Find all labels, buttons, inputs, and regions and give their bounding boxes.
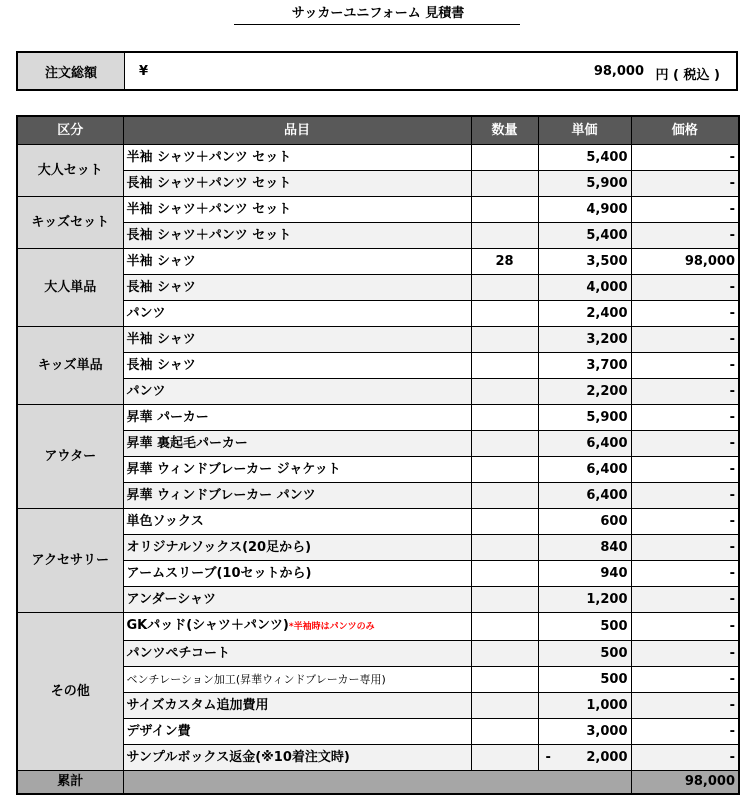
quantity-cell [471, 145, 538, 171]
table-row [17, 587, 739, 613]
quantity-cell [471, 353, 538, 379]
price-cell: - [631, 693, 739, 719]
item-cell [123, 301, 471, 327]
item-name: アームスリーブ(10セットから) [126, 566, 312, 581]
table-row [17, 145, 739, 171]
unit-price-cell [538, 613, 631, 641]
quantity-cell [471, 431, 538, 457]
price-cell: - [631, 587, 739, 613]
quantity-cell [471, 641, 538, 667]
table-row [17, 379, 739, 405]
table-row [17, 405, 739, 431]
unit-price-cell [538, 457, 631, 483]
quantity-cell: 28 [471, 249, 538, 275]
price-cell: - [631, 223, 739, 249]
price-cell: - [631, 561, 739, 587]
item-name: 半袖 シャツ [126, 332, 196, 347]
quantity-cell [471, 667, 538, 693]
table-row [17, 535, 739, 561]
unit-price-value: 3,200 [586, 332, 628, 347]
price-cell: - [631, 667, 739, 693]
unit-price-value: 940 [600, 566, 628, 581]
category-cell: アクセサリー [17, 509, 123, 613]
unit-price-cell [538, 509, 631, 535]
page-title: サッカーユニフォーム 見積書 [291, 6, 465, 21]
unit-price-value: 5,900 [586, 176, 628, 191]
item-cell [123, 535, 471, 561]
item-cell [123, 641, 471, 667]
unit-price-cell [538, 353, 631, 379]
item-cell [123, 327, 471, 353]
table-row [17, 301, 739, 327]
price-cell: - [631, 431, 739, 457]
price-minus-sign: - [545, 750, 551, 765]
item-cell [123, 145, 471, 171]
unit-price-value: 6,400 [586, 488, 628, 503]
unit-price-value: 3,500 [586, 254, 628, 269]
item-name: 長袖 シャツ＋パンツ セット [126, 228, 292, 243]
table-row [17, 457, 739, 483]
table-row [17, 223, 739, 249]
price-cell: - [631, 197, 739, 223]
price-cell: - [631, 379, 739, 405]
unit-price-value: 5,400 [586, 228, 628, 243]
item-cell [123, 613, 471, 641]
quantity-cell [471, 301, 538, 327]
category-cell: キッズセット [17, 197, 123, 249]
item-name: 単色ソックス [126, 514, 204, 529]
table-row [17, 745, 739, 771]
unit-price-value: 2,000 [586, 750, 628, 765]
price-cell: - [631, 719, 739, 745]
item-name: GKパッド(シャツ＋パンツ) [126, 618, 289, 633]
price-cell: - [631, 509, 739, 535]
unit-price-cell [538, 197, 631, 223]
order-total-value [125, 53, 736, 89]
quantity-cell [471, 171, 538, 197]
title-underline [234, 24, 520, 25]
order-total-amount: 98,000 [593, 64, 644, 79]
item-name: 長袖 シャツ＋パンツ セット [126, 176, 292, 191]
unit-price-cell [538, 719, 631, 745]
unit-price-value: 1,000 [586, 698, 628, 713]
price-cell: - [631, 641, 739, 667]
unit-price-cell [538, 693, 631, 719]
item-name: パンツ [126, 384, 166, 399]
item-name: デザイン費 [126, 724, 191, 739]
unit-price-cell [538, 483, 631, 509]
quantity-cell [471, 745, 538, 771]
unit-price-cell [538, 405, 631, 431]
item-cell [123, 405, 471, 431]
unit-price-cell [538, 561, 631, 587]
item-name: 昇華 パーカー [126, 410, 209, 425]
item-cell [123, 693, 471, 719]
unit-price-value: 500 [600, 646, 628, 661]
price-cell: - [631, 745, 739, 771]
unit-price-cell [538, 379, 631, 405]
unit-price-value: 2,200 [586, 384, 628, 399]
unit-price-cell [538, 535, 631, 561]
price-cell: - [631, 327, 739, 353]
unit-price-value: 4,000 [586, 280, 628, 295]
table-row [17, 719, 739, 745]
unit-price-value: 3,700 [586, 358, 628, 373]
item-cell [123, 745, 471, 771]
unit-price-value: 600 [600, 514, 628, 529]
item-name: 昇華 ウィンドブレーカー ジャケット [126, 462, 341, 477]
price-cell: - [631, 171, 739, 197]
quantity-cell [471, 693, 538, 719]
item-cell [123, 509, 471, 535]
price-cell: - [631, 613, 739, 641]
total-spacer [123, 771, 631, 795]
quantity-cell [471, 197, 538, 223]
unit-price-cell [538, 145, 631, 171]
item-name: サイズカスタム追加費用 [126, 698, 269, 713]
unit-price-cell [538, 171, 631, 197]
item-cell [123, 197, 471, 223]
item-name: オリジナルソックス(20足から) [126, 540, 312, 555]
item-name: ベンチレーション加工(昇華ウィンドブレーカー専用) [126, 673, 386, 686]
price-cell: - [631, 535, 739, 561]
unit-price-value: 5,900 [586, 410, 628, 425]
price-cell: - [631, 405, 739, 431]
quantity-cell [471, 535, 538, 561]
category-cell: 大人単品 [17, 249, 123, 327]
item-cell [123, 587, 471, 613]
unit-price-cell [538, 641, 631, 667]
currency-symbol: ¥ [139, 64, 149, 79]
unit-price-value: 5,400 [586, 150, 628, 165]
quantity-cell [471, 405, 538, 431]
table-header-row [17, 116, 739, 145]
table-row [17, 327, 739, 353]
total-amount: 98,000 [631, 771, 739, 795]
table-row [17, 483, 739, 509]
table-body [17, 145, 739, 795]
item-name: 半袖 シャツ [126, 254, 196, 269]
quantity-cell [471, 379, 538, 405]
quantity-cell [471, 509, 538, 535]
table-row [17, 613, 739, 641]
order-total-unit: 円 ( 税込 ) [655, 68, 720, 83]
unit-price-cell [538, 745, 631, 771]
table-row [17, 353, 739, 379]
unit-price-value: 4,900 [586, 202, 628, 217]
quantity-cell [471, 613, 538, 641]
total-label: 累計 [17, 771, 123, 795]
price-cell: - [631, 457, 739, 483]
table-row [17, 275, 739, 301]
item-cell [123, 719, 471, 745]
total-row [17, 771, 739, 795]
item-name: 昇華 ウィンドブレーカー パンツ [126, 488, 316, 503]
category-cell: 大人セット [17, 145, 123, 197]
quantity-cell [471, 457, 538, 483]
unit-price-cell [538, 275, 631, 301]
item-cell [123, 457, 471, 483]
unit-price-cell [538, 327, 631, 353]
header-item: 品目 [123, 116, 471, 145]
table-row [17, 197, 739, 223]
unit-price-cell [538, 301, 631, 327]
item-name: 長袖 シャツ [126, 358, 196, 373]
item-cell [123, 483, 471, 509]
price-cell: - [631, 483, 739, 509]
unit-price-value: 840 [600, 540, 628, 555]
quantity-cell [471, 483, 538, 509]
unit-price-value: 2,400 [586, 306, 628, 321]
item-cell [123, 275, 471, 301]
table-row [17, 693, 739, 719]
header-category: 区分 [17, 116, 123, 145]
item-name: パンツ [126, 306, 166, 321]
unit-price-cell [538, 431, 631, 457]
quantity-cell [471, 719, 538, 745]
item-cell [123, 667, 471, 693]
header-price: 価格 [631, 116, 739, 145]
item-name: 半袖 シャツ＋パンツ セット [126, 150, 292, 165]
category-cell: その他 [17, 613, 123, 771]
item-cell [123, 431, 471, 457]
header-unit-price: 単価 [538, 116, 631, 145]
table-row [17, 667, 739, 693]
unit-price-value: 1,200 [586, 592, 628, 607]
category-cell: アウター [17, 405, 123, 509]
table-row [17, 431, 739, 457]
price-cell: - [631, 275, 739, 301]
item-name: サンプルボックス返金(※10着注文時) [126, 750, 350, 765]
unit-price-cell [538, 249, 631, 275]
category-cell: キッズ単品 [17, 327, 123, 405]
item-cell [123, 249, 471, 275]
item-name: 半袖 シャツ＋パンツ セット [126, 202, 292, 217]
quantity-cell [471, 587, 538, 613]
table-row [17, 509, 739, 535]
order-total-box [16, 51, 738, 91]
item-name: 長袖 シャツ [126, 280, 196, 295]
item-cell [123, 353, 471, 379]
item-note: *半袖時はパンツのみ [288, 622, 375, 632]
item-cell [123, 223, 471, 249]
unit-price-value: 3,000 [586, 724, 628, 739]
item-name: 昇華 裏起毛パーカー [126, 436, 248, 451]
quantity-cell [471, 223, 538, 249]
header-quantity: 数量 [471, 116, 538, 145]
order-total-label: 注文総額 [18, 53, 125, 89]
item-cell [123, 171, 471, 197]
price-cell: 98,000 [631, 249, 739, 275]
table-row [17, 171, 739, 197]
table-row [17, 561, 739, 587]
unit-price-cell [538, 223, 631, 249]
quantity-cell [471, 327, 538, 353]
table-row [17, 249, 739, 275]
unit-price-value: 500 [600, 672, 628, 687]
quote-table [16, 115, 740, 795]
quantity-cell [471, 275, 538, 301]
unit-price-value: 500 [600, 619, 628, 634]
unit-price-cell [538, 667, 631, 693]
price-cell: - [631, 301, 739, 327]
item-cell [123, 379, 471, 405]
unit-price-cell [538, 587, 631, 613]
quantity-cell [471, 561, 538, 587]
price-cell: - [631, 145, 739, 171]
table-row [17, 641, 739, 667]
item-name: アンダーシャツ [126, 592, 216, 607]
price-cell: - [631, 353, 739, 379]
unit-price-value: 6,400 [586, 436, 628, 451]
item-name: パンツペチコート [126, 646, 230, 661]
item-cell [123, 561, 471, 587]
unit-price-value: 6,400 [586, 462, 628, 477]
